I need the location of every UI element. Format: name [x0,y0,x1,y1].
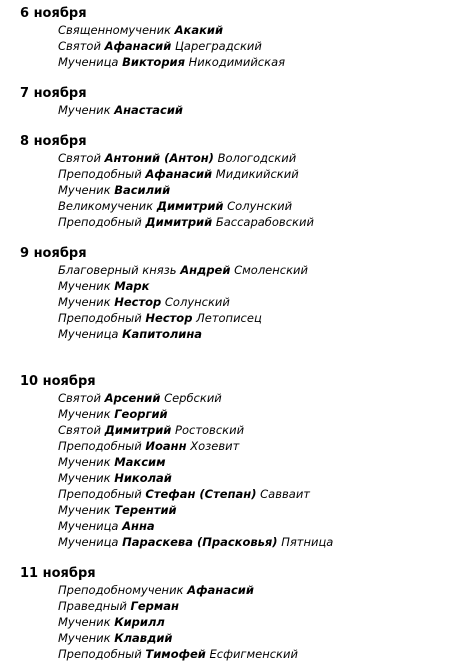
saint-name: Николай [114,471,172,485]
saint-entry [58,582,298,598]
saint-suffix: Мидикийский [215,167,299,181]
saint-name: Афанасий [145,167,213,181]
saint-name: Параскева (Прасковья) [122,535,278,549]
saint-title: Преподобный [58,215,142,229]
saint-entry [58,166,314,182]
saint-entry [58,534,333,550]
saint-title: Праведный [58,599,127,613]
saint-entry [58,38,285,54]
saint-suffix: Ростовский [175,423,245,437]
saint-entry [58,454,333,470]
saint-name: Капитолина [122,327,203,341]
saint-suffix: Хозевит [190,439,240,453]
saint-title: Мученик [58,183,111,197]
saint-entry [58,198,314,214]
saint-title: Святой [58,391,101,405]
saint-title: Преподобный [58,487,142,501]
saint-title: Мученик [58,503,111,517]
saint-name: Нестор [114,295,162,309]
saint-entry [58,438,333,454]
saint-name: Афанасий [104,39,172,53]
saint-name: Марк [114,279,150,293]
saint-suffix: Савваит [260,487,310,501]
saint-suffix: Бассарабовский [215,215,314,229]
saint-suffix: Никодимийская [188,55,286,69]
saint-title: Мученица [58,519,119,533]
day-date: 11 ноября [20,566,96,581]
saint-title: Благоверный князь [58,263,177,277]
saint-title: Мученик [58,455,111,469]
saint-suffix: Вологодский [217,151,297,165]
saint-name: Нестор [145,311,193,325]
saint-entry [58,214,314,230]
saint-title: Святой [58,151,101,165]
saint-entry [58,630,298,646]
saint-suffix: Цареградский [174,39,262,53]
saint-title: Мученик [58,631,111,645]
saint-entry [58,614,298,630]
saint-name: Максим [114,455,166,469]
saint-title: Святой [58,39,101,53]
saint-name: Арсений [104,391,161,405]
saint-title: Мученица [58,535,119,549]
saint-name: Андрей [180,263,231,277]
saint-entry [58,502,333,518]
saint-name: Стефан (Степан) [145,487,257,501]
saint-title: Преподобный [58,647,142,661]
saint-name: Кирилл [114,615,165,629]
saint-name: Димитрий [145,215,213,229]
saint-list [58,150,314,230]
day-date: 6 ноября [20,6,87,21]
saint-name: Акакий [174,23,224,37]
saint-title: Мученица [58,55,119,69]
saint-title: Преподобный [58,311,142,325]
saint-suffix: Пятница [281,535,334,549]
day-date: 10 ноября [20,374,96,389]
saint-entry [58,598,298,614]
saint-suffix: Есфигменский [209,647,298,661]
saint-title: Преподобный [58,167,142,181]
saint-entry [58,54,285,70]
saint-title: Мученик [58,407,111,421]
saint-title: Мученица [58,327,119,341]
saint-suffix: Солунский [227,199,293,213]
saint-title: Преподобный [58,439,142,453]
saint-title: Мученик [58,103,111,117]
saint-name: Димитрий [156,199,224,213]
saint-suffix: Смоленский [234,263,308,277]
day-date: 7 ноября [20,86,87,101]
saint-entry [58,262,308,278]
saint-name: Виктория [122,55,185,69]
saint-name: Анна [122,519,155,533]
saint-entry [58,182,314,198]
saint-title: Мученик [58,471,111,485]
saint-suffix: Летописец [196,311,262,325]
saint-entry [58,422,333,438]
saint-suffix: Сербский [164,391,222,405]
saint-name: Афанасий [187,583,254,597]
saint-entry [58,390,333,406]
saint-entry [58,22,285,38]
saint-entry [58,486,333,502]
saint-name: Георгий [114,407,168,421]
saint-entry [58,150,314,166]
day-date: 8 ноября [20,134,87,149]
saint-name: Василий [114,183,171,197]
saint-suffix: Солунский [164,295,230,309]
saint-entry [58,326,308,342]
saint-entry [58,406,333,422]
saint-entry [58,102,183,118]
saint-title: Святой [58,423,101,437]
saint-title: Преподобномученик [58,583,184,597]
saint-entry [58,518,333,534]
saint-name: Терентий [114,503,177,517]
saint-list [58,22,285,70]
saint-title: Мученик [58,615,111,629]
saint-entry [58,278,308,294]
saint-name: Иоанн [145,439,187,453]
saint-list [58,102,183,118]
saint-name: Анастасий [114,103,183,117]
saint-name: Клавдий [114,631,173,645]
saint-list [58,262,308,342]
saint-name: Герман [130,599,179,613]
saint-list [58,582,298,662]
saint-entry [58,646,298,662]
day-date: 9 ноября [20,246,87,261]
saint-title: Мученик [58,279,111,293]
saint-entry [58,470,333,486]
saint-title: Великомученик [58,199,154,213]
saint-name: Антоний (Антон) [104,151,214,165]
saint-name: Димитрий [104,423,172,437]
saint-title: Священномученик [58,23,171,37]
saint-entry [58,310,308,326]
saint-name: Тимофей [145,647,206,661]
saint-list [58,390,333,550]
saint-entry [58,294,308,310]
saint-title: Мученик [58,295,111,309]
